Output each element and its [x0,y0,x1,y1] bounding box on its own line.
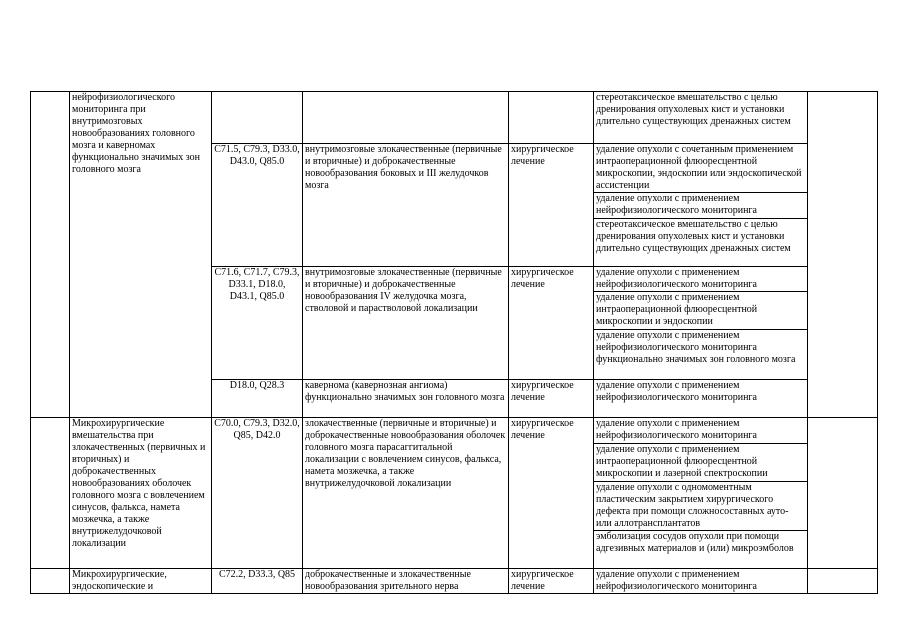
method-item: удаление опухоли с применением интраоперационной флюоресцентной микроскопии и лазерной спектроскопии [594,443,807,481]
group-cell: Микрохирургические вмешательства при злокачественных (первичных и вторичных) и доброкачественных новообразованиях оболочек головного мозга с вовлечением синусов, фалькса, намета мозжечка, а также внутрижелудочковой локализации [70,418,212,569]
method-item: удаление опухоли с применением нейрофизиологического мониторинга [596,569,757,592]
method-cell [594,380,808,418]
number-cell [31,92,70,418]
table-row [31,418,878,569]
method-item: удаление опухоли с применением нейрофизиологического мониторинга [596,418,757,441]
group-cell: нейрофизиологического мониторинга при внутримозговых новообразованиях головного мозга и каверномах функционально значимых зон головного мозга [70,92,212,418]
codes-cell: C71.5, C79.3, D33.0, D43.0, Q85.0 [212,144,303,267]
extra-cell [808,92,878,418]
method-item: эмболизация сосудов опухоли при помощи адгезивных материалов и (или) микроэмболов [594,530,807,555]
method-item: удаление опухоли с одномоментным пластическим закрытием хирургического дефекта при помощи сложносоставных ауто- или аллотрансплантатов [594,481,807,530]
method-item: удаление опухоли с применением нейрофизиологического мониторинга функционально значимых зон головного мозга [594,329,807,366]
number-cell [31,569,70,594]
treatment-cell: хирургическое лечение [509,380,594,418]
group-cell: Микрохирургические, эндоскопические и [70,569,212,594]
model-cell [303,92,509,144]
codes-cell: C71.6, C71.7, C79.3, D33.1, D18.0, D43.1, Q85.0 [212,267,303,380]
treatment-table [30,91,878,594]
method-item: удаление опухоли с применением нейрофизиологического мониторинга [594,192,807,218]
model-cell: доброкачественные и злокачественные новообразования зрительного нерва [303,569,509,594]
method-cell [594,569,808,594]
table-row [31,92,878,144]
method-item: удаление опухоли с применением интраоперационной флюоресцентной микроскопии и эндоскопии [594,291,807,329]
method-item: удаление опухоли с применением нейрофизиологического мониторинга [596,380,757,403]
treatment-cell [509,92,594,144]
codes-cell: D18.0, Q28.3 [212,380,303,418]
method-cell [594,92,808,144]
method-item: стереотаксическое вмешательство с целью дренирования опухолевых кист и установки длительно существующих дренажных систем [596,92,791,127]
number-cell [31,418,70,569]
model-cell: внутримозговые злокачественные (первичные и вторичные) и доброкачественные новообразования IV желудочка мозга, стволовой и парастволовой локализации [303,267,509,380]
method-cell [594,418,808,569]
table-row [31,569,878,594]
model-cell: злокачественные (первичные и вторичные) и доброкачественные новообразования оболочек головного мозга парасаггитальной локализации с вовлечением синусов, фалькса, намета мозжечка, а также внутрижелудочковой локализации [303,418,509,569]
treatment-cell: хирургическое лечение [509,267,594,380]
method-item: удаление опухоли с сочетанным применением интраоперационной флюоресцентной микроскопии, эндоскопии или эндоскопической ассистенции [596,144,802,191]
model-cell: кавернома (кавернозная ангиома) функционально значимых зон головного мозга [303,380,509,418]
extra-cell [808,569,878,594]
treatment-cell: хирургическое лечение [509,144,594,267]
method-cell [594,267,808,380]
codes-cell [212,92,303,144]
method-cell [594,144,808,267]
method-item: стереотаксическое вмешательство с целью дренирования опухолевых кист и установки длительно существующих дренажных систем [594,218,807,255]
treatment-cell: хирургическое лечение [509,418,594,569]
codes-cell: C72.2, D33.3, Q85 [212,569,303,594]
model-cell: внутримозговые злокачественные (первичные и вторичные) и доброкачественные новообразования боковых и III желудочков мозга [303,144,509,267]
treatment-cell: хирургическое лечение [509,569,594,594]
codes-cell: C70.0, C79.3, D32.0, Q85, D42.0 [212,418,303,569]
extra-cell [808,418,878,569]
method-item: удаление опухоли с применением нейрофизиологического мониторинга [596,267,757,290]
